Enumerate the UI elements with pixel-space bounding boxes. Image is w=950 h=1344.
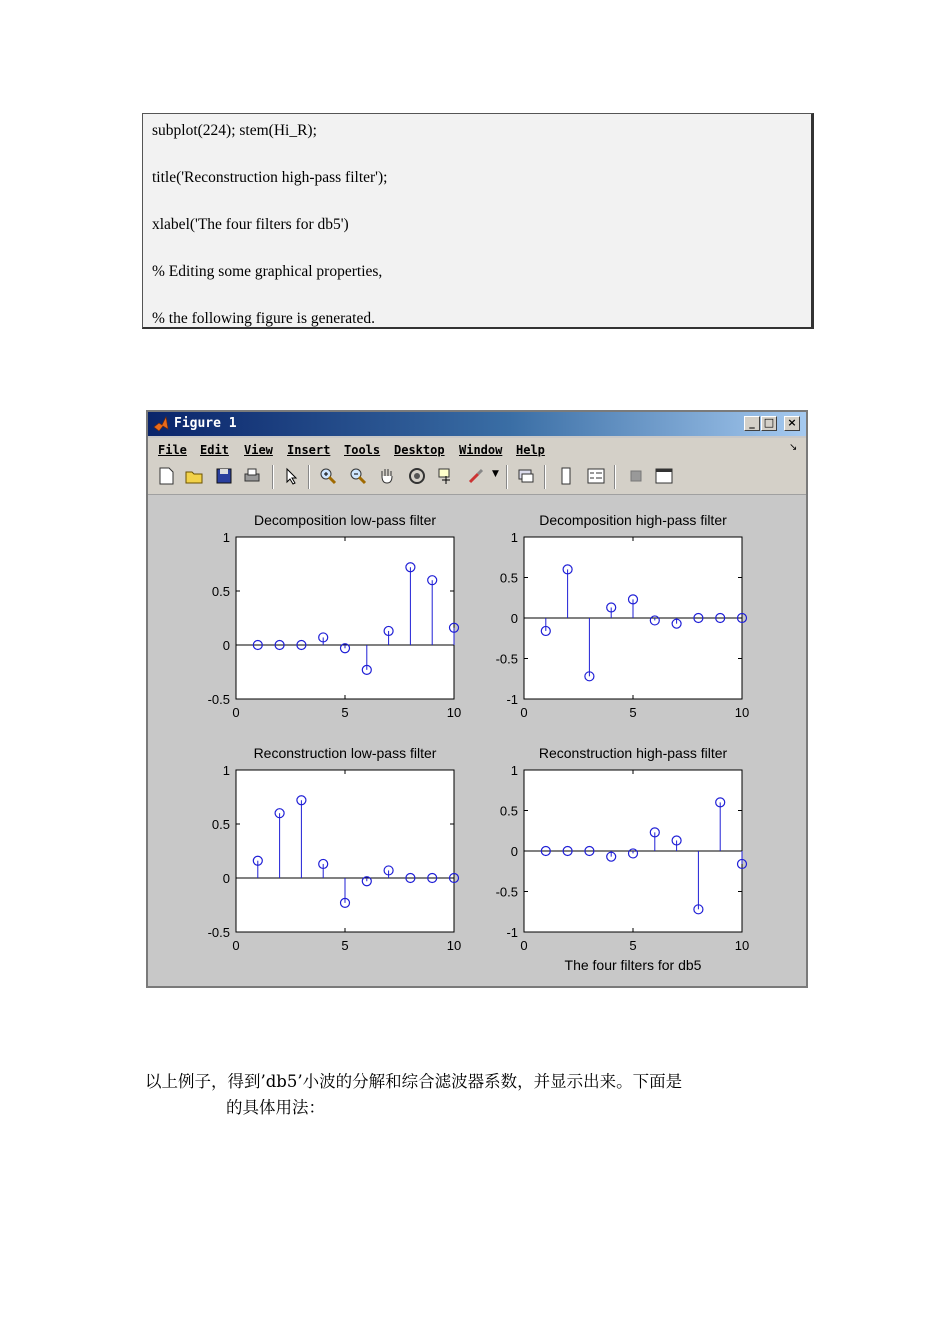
x-tick-label: 0	[520, 705, 528, 720]
x-tick-label: 5	[341, 938, 349, 953]
toolbar	[148, 460, 806, 495]
y-tick-label: 1	[222, 763, 230, 778]
x-tick-label: 5	[629, 938, 637, 953]
colorbar-icon[interactable]	[556, 466, 576, 486]
pan-icon[interactable]	[377, 466, 397, 486]
y-tick-label: -0.5	[495, 651, 518, 667]
subplot-title: Reconstruction high-pass filter	[538, 745, 728, 761]
new-figure-icon[interactable]	[156, 466, 176, 486]
subplot-title: Decomposition low-pass filter	[253, 512, 437, 528]
subplot-title: Decomposition high-pass filter	[539, 512, 727, 528]
code-block	[142, 113, 814, 329]
x-tick-label: 5	[341, 705, 349, 720]
window-titlebar[interactable]	[148, 412, 806, 436]
y-tick-label: 1	[222, 530, 230, 545]
maximize-button[interactable]: □	[761, 416, 777, 431]
y-tick-label: 0	[510, 844, 518, 859]
menu-window[interactable]: Window	[459, 443, 503, 457]
matlab-logo-icon	[153, 416, 169, 432]
link-icon[interactable]	[516, 466, 536, 486]
save-icon[interactable]	[214, 466, 234, 486]
zoom-out-icon[interactable]	[348, 466, 368, 486]
y-tick-label: -1	[506, 692, 518, 707]
menu-help[interactable]: Help	[516, 443, 545, 457]
y-tick-label: 0.5	[499, 570, 518, 586]
y-tick-label: -0.5	[495, 884, 518, 900]
zoom-in-icon[interactable]	[318, 466, 338, 486]
x-tick-label: 0	[232, 705, 240, 720]
dock-arrow-icon[interactable]: ↘	[789, 442, 798, 453]
close-button[interactable]: ×	[784, 416, 800, 431]
y-tick-label: 0	[510, 611, 518, 626]
menu-file[interactable]: File	[158, 443, 187, 457]
y-tick-label: 0.5	[211, 817, 230, 832]
y-tick-label: -0.5	[207, 925, 230, 940]
hide-tools-icon[interactable]	[626, 466, 646, 486]
subplot-title: Reconstruction low-pass filter	[253, 745, 437, 761]
open-icon[interactable]	[184, 466, 204, 486]
code-line: xlabel('The four filters for db5')	[152, 216, 349, 233]
figure-window	[146, 410, 808, 988]
code-line: % the following figure is generated.	[152, 310, 375, 327]
x-tick-label: 10	[446, 938, 462, 953]
y-tick-label: 0	[222, 871, 230, 886]
code-line: % Editing some graphical properties,	[152, 263, 383, 280]
window-title: Figure 1	[174, 416, 237, 431]
arrow-icon[interactable]	[281, 466, 301, 486]
minimize-button[interactable]: _	[744, 416, 760, 431]
dropdown-arrow-icon[interactable]: ▼	[492, 469, 499, 479]
y-tick-label: 0.5	[211, 584, 230, 599]
axes-box	[236, 537, 454, 699]
menu-insert[interactable]: Insert	[287, 443, 331, 457]
x-axis-label: The four filters for db5	[564, 957, 702, 973]
body-text-line: 以上例子，得到’db5’小波的分解和综合滤波器系数，并显示出来。下面是	[145, 1072, 683, 1091]
subplots-canvas	[148, 495, 806, 986]
code-line: subplot(224); stem(Hi_R);	[152, 122, 317, 139]
x-tick-label: 10	[734, 705, 750, 720]
data-cursor-icon[interactable]	[436, 466, 456, 486]
x-tick-label: 5	[629, 705, 637, 720]
y-tick-label: -1	[506, 925, 518, 940]
show-tools-icon[interactable]	[654, 466, 674, 486]
y-tick-label: -0.5	[207, 692, 230, 707]
y-tick-label: 1	[510, 763, 518, 778]
y-tick-label: 0.5	[499, 803, 518, 819]
legend-icon[interactable]	[586, 466, 606, 486]
body-text-line: 的具体用法：	[226, 1098, 325, 1117]
menu-view[interactable]: View	[244, 443, 273, 457]
menu-desktop[interactable]: Desktop	[394, 443, 445, 457]
x-tick-label: 10	[734, 938, 750, 953]
rotate-icon[interactable]	[407, 466, 427, 486]
x-tick-label: 0	[520, 938, 528, 953]
y-tick-label: 1	[510, 530, 518, 545]
plot-area	[148, 495, 806, 986]
print-icon[interactable]	[242, 466, 262, 486]
menu-bar	[148, 438, 806, 460]
x-tick-label: 0	[232, 938, 240, 953]
menu-tools[interactable]: Tools	[344, 443, 381, 457]
menu-edit[interactable]: Edit	[200, 443, 229, 457]
code-line: title('Reconstruction high-pass filter');	[152, 169, 388, 186]
brush-icon[interactable]	[466, 466, 486, 486]
x-tick-label: 10	[446, 705, 462, 720]
y-tick-label: 0	[222, 638, 230, 653]
